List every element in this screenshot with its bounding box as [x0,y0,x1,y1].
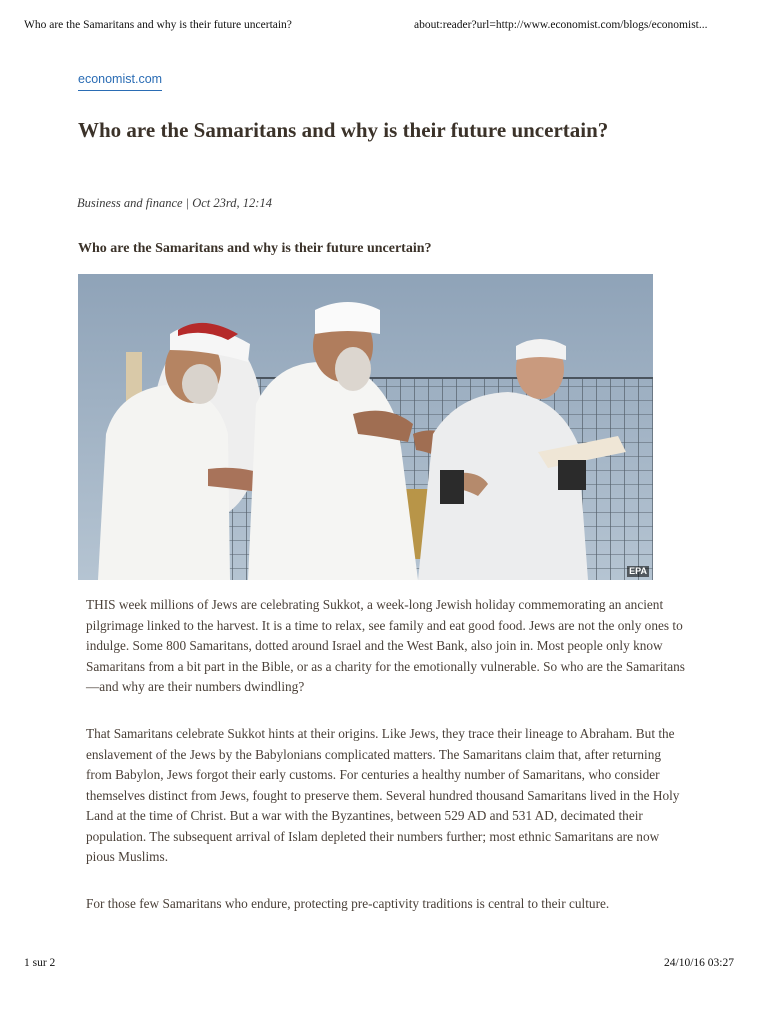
article-subhead: Who are the Samaritans and why is their future uncertain? [78,241,432,256]
article-photo [78,274,653,580]
print-header [0,19,768,35]
article-byline: Business and finance | Oct 23rd, 12:14 [77,196,272,210]
article-paragraph: For those few Samaritans who endure, protecting pre-captivity traditions is central to their culture. [86,896,610,911]
article-title: Who are the Samaritans and why is their future uncertain? [78,118,609,142]
print-header-title: Who are the Samaritans and why is their future uncertain? [24,19,292,31]
source-domain-link[interactable]: economist.com [78,72,162,91]
page-number: 1 sur 2 [24,957,56,969]
print-footer [0,957,768,973]
print-timestamp: 24/10/16 03:27 [664,957,734,969]
article-paragraph: THIS week millions of Jews are celebrating Sukkot, a week-long Jewish holiday commemorating an ancient pilgrimage linked to the harvest. It is a time to relax, see family and eat good food. Jews are not the only ones to indulge. Some 800 Samaritans, dotted around Israel and the West Bank, also join in. Most people only know Samaritans from a bit part in the Bible, or as a charity for the emotionally vulnerable. So who are the Samaritans—and why are their numbers dwindling? [86,597,685,694]
photo-credit: EPA [629,566,647,576]
print-header-url: about:reader?url=http://www.economist.com/blogs/economist... [414,19,708,31]
article-paragraph: That Samaritans celebrate Sukkot hints at their origins. Like Jews, they trace their lineage to Abraham. But the enslavement of the Jews by the Babylonians complicated matters. The Samaritans claim that, after returning from Babylon, Jews forgot their early customs. For centuries a healthy number of Samaritans, who consider themselves distinct from Jews, fought to preserve them. Several hundred thousand Samaritans lived in the Holy Land at the time of Christ. But a war with the Byzantines, between 529 AD and 531 AD, decimated their population. The subsequent arrival of Islam depleted their numbers further; most ethnic Samaritans are now pious Muslims. [86,726,680,864]
photo-illustration [78,274,653,580]
